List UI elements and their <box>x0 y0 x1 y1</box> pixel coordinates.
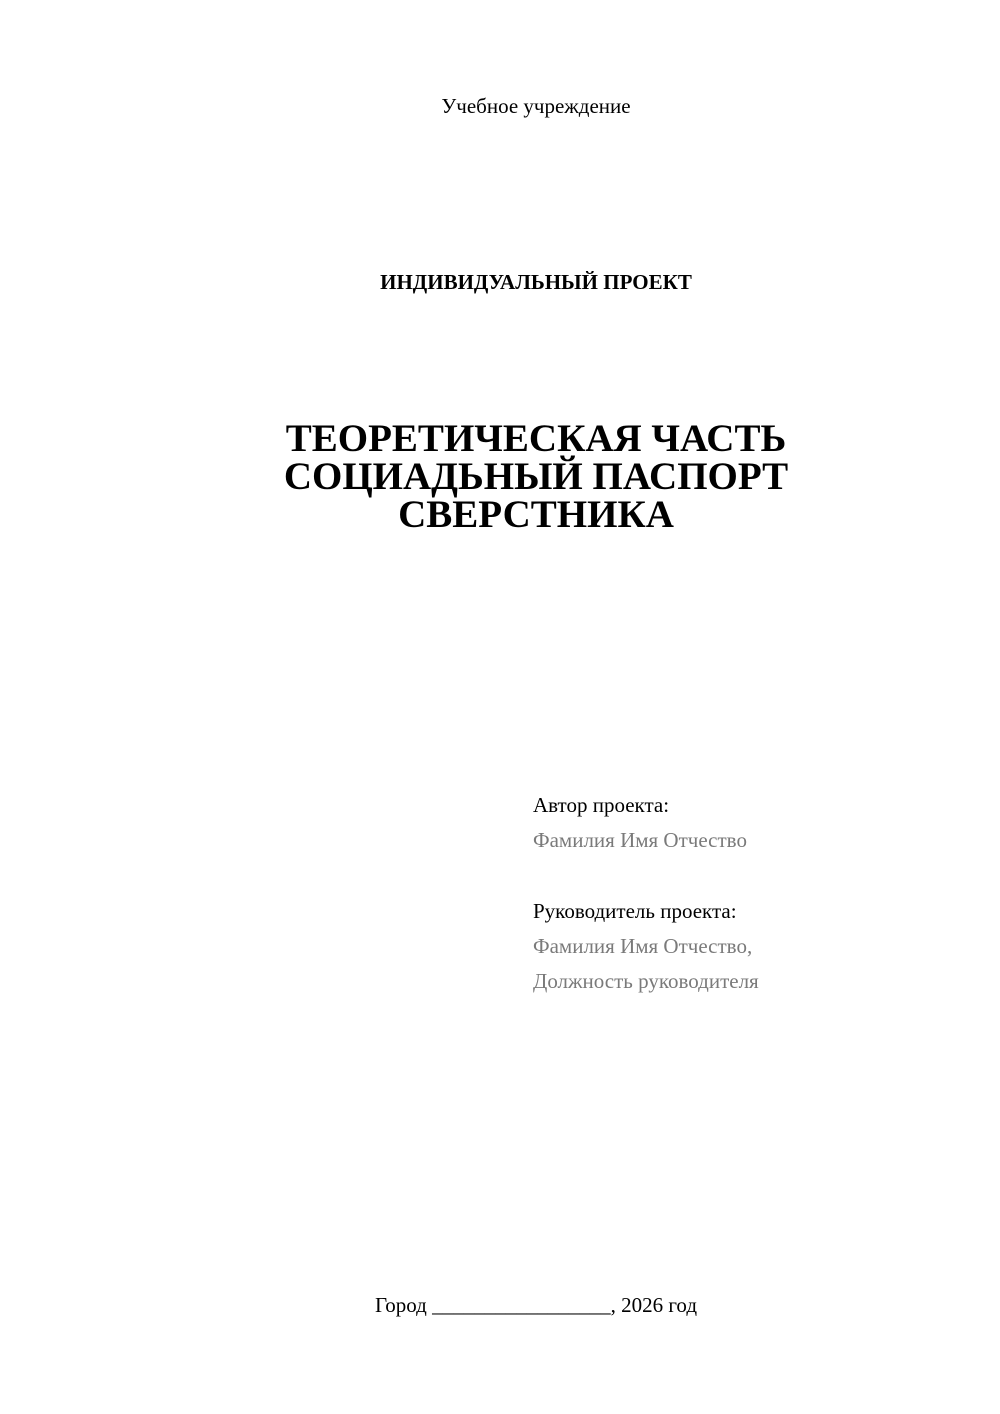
institution-name: Учебное учреждение <box>441 94 631 118</box>
supervisor-position: Должность руководителя <box>533 969 759 993</box>
title-line: ТЕОРЕТИЧЕСКАЯ ЧАСТЬ <box>285 417 787 460</box>
project-title <box>0 417 1000 536</box>
author-label: Автор проекта: <box>533 793 670 817</box>
supervisor-name: Фамилия Имя Отчество, <box>533 934 753 958</box>
title-line: СВЕРСТНИКА <box>398 493 674 536</box>
supervisor-label: Руководитель проекта: <box>533 899 737 923</box>
author-name: Фамилия Имя Отчество <box>533 828 747 852</box>
year-text: , 2026 год <box>610 1293 698 1317</box>
city-year-line <box>0 1291 1000 1319</box>
city-blank: _________________ <box>432 1293 611 1317</box>
city-label: Город <box>374 1293 427 1317</box>
spacer <box>533 858 759 894</box>
title-line: СОЦИАДЬНЫЙ ПАСПОРТ <box>283 455 789 498</box>
project-type-heading: ИНДИВИДУАЛЬНЫЙ ПРОЕКТ <box>380 270 692 294</box>
project-info-block <box>533 788 759 999</box>
